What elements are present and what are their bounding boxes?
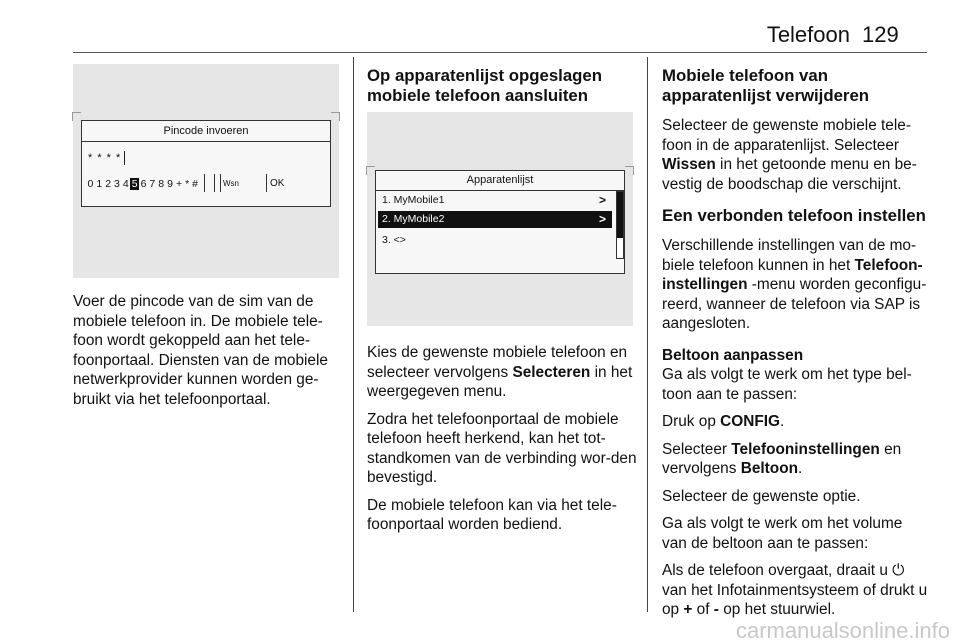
text-run: Kies de gewenste mobiele telefoon en selecteer vervolgens	[367, 344, 628, 381]
paragraph	[662, 440, 928, 479]
paragraph: Ga als volgt te werk om het type bel-toon aan te passen:	[662, 366, 912, 403]
section-heading-settings: Een verbonden telefoon instellen	[662, 206, 926, 225]
device-list-title: Apparatenlijst	[466, 174, 534, 186]
paragraph: Ga als volgt te werk om het volume van de beltoon aan te passen:	[662, 515, 903, 552]
button-label-config: CONFIG	[720, 413, 781, 430]
pin-screen-title: Pincode invoeren	[163, 125, 249, 137]
pin-key[interactable]: 2	[105, 178, 112, 190]
text-run: Selecteer de gewenste mobiele tele-foon in de apparatenlijst. Selecteer	[662, 117, 911, 154]
paragraph: Zodra het telefoonportaal de mobiele telefoon heeft herkend, kan het tot-standkomen van de verbinding wor-den bevestigd.	[367, 410, 637, 486]
menu-label-beltoon: Beltoon	[740, 460, 798, 477]
section-heading-connect: Op apparatenlijst opgeslagen mobiele telefoon aansluiten	[367, 66, 602, 105]
paragraph: De mobiele telefoon kan via het tele-foonportaal worden bediend.	[367, 496, 617, 533]
text-run: Druk op	[662, 413, 721, 430]
keypad-divider	[214, 174, 215, 192]
device-list-item-label: 3. <>	[382, 234, 406, 246]
device-list-item-label: 2. MyMobile2	[382, 213, 445, 225]
pin-key[interactable]: 5	[131, 178, 138, 190]
frame-corner	[625, 166, 634, 175]
pin-key[interactable]: #	[192, 178, 199, 190]
text-run: of	[692, 601, 714, 618]
paragraph	[662, 236, 928, 334]
device-list-screen	[375, 170, 625, 274]
device-list-screenshot	[367, 112, 633, 326]
text-run: en vervolgens	[662, 440, 902, 477]
pin-key[interactable]: 4	[122, 178, 129, 190]
device-list-separator	[376, 190, 624, 191]
pin-entered-digits	[88, 151, 125, 165]
column-2-text	[367, 343, 637, 543]
paragraph: Selecteer de gewenste optie.	[662, 487, 861, 505]
menu-label-wissen: Wissen	[662, 156, 716, 173]
pin-key[interactable]: 1	[96, 178, 103, 190]
column-divider-1	[353, 57, 354, 612]
device-list-scrollbar[interactable]	[616, 191, 624, 259]
device-list-item[interactable]	[378, 192, 612, 209]
text-run: van het Infotainmentsysteem of drukt u op	[662, 581, 928, 618]
pin-key[interactable]: *	[185, 178, 190, 190]
column-divider-2	[647, 57, 648, 612]
keypad-divider	[266, 174, 267, 192]
paragraph	[662, 561, 928, 620]
text-run: in het weergegeven menu.	[367, 363, 633, 400]
column-2-heading-block	[367, 66, 635, 116]
watermark: carmanualsonline.info	[735, 618, 950, 643]
keypad-divider	[204, 174, 205, 192]
pin-title-separator	[82, 141, 330, 142]
menu-label-selecteren: Selecteren	[512, 363, 591, 381]
menu-label-telefooninstellingen: Telefoon-instellingen	[662, 256, 923, 293]
pin-key[interactable]: +	[175, 178, 183, 190]
pin-ok-button[interactable]: OK	[270, 178, 285, 189]
column-3-text	[662, 66, 928, 628]
paragraph	[367, 343, 637, 402]
chevron-right-icon: >	[598, 193, 606, 207]
text-run: .	[780, 413, 785, 430]
text-run: op het stuurwiel.	[718, 601, 836, 618]
pin-key[interactable]: 9	[167, 178, 173, 190]
text-run: Selecteer	[662, 440, 732, 458]
frame-corner	[72, 112, 81, 121]
paragraph	[662, 116, 928, 194]
menu-label-telefooninstellingen: Telefooninstellingen	[731, 440, 880, 458]
pin-keypad	[86, 178, 200, 190]
frame-corner	[331, 112, 340, 121]
header-rule	[73, 52, 927, 53]
pin-key[interactable]: 8	[158, 178, 165, 190]
text-run: .	[798, 460, 803, 477]
pin-entry-screenshot	[73, 64, 339, 278]
pin-caption: Voer de pincode van de sim van de mobiele telefoon in. De mobiele tele-foon wordt gekoppeld aan het tele-foonportaal. Diensten van de mobiele netwerkprovider kunnen worden ge-bruikt via het telefoonportaal.	[73, 293, 328, 408]
frame-corner	[366, 166, 375, 175]
subheading-ringtone: Beltoon aanpassen	[662, 346, 804, 364]
plus-key-label: +	[683, 601, 693, 618]
keypad-divider	[220, 174, 221, 192]
pin-key[interactable]: 6	[140, 178, 147, 190]
text-run: in het getoonde menu en be-vestig de boodschap die verschijnt.	[662, 156, 917, 193]
device-list-item-label: 1. MyMobile1	[382, 194, 445, 206]
text-run: Als de telefoon overgaat, draait u	[662, 562, 893, 579]
minus-key-label: -	[713, 601, 719, 618]
text-cursor	[124, 151, 125, 165]
pin-masked-value: * * * *	[88, 151, 122, 164]
chevron-right-icon: >	[598, 212, 606, 226]
pin-entry-screen	[81, 120, 331, 207]
page-number: 129	[862, 22, 899, 47]
page-header-title: Telefoon	[766, 22, 850, 47]
text-run: Verschillende instellingen van de mo-biele telefoon kunnen in het	[662, 237, 917, 274]
device-list-item[interactable]	[378, 232, 612, 249]
pin-wsn-button[interactable]: Wsn	[223, 179, 239, 188]
pin-key[interactable]: 7	[149, 178, 156, 190]
paragraph	[662, 412, 928, 432]
pin-key[interactable]: 0	[87, 178, 94, 190]
scrollbar-thumb[interactable]	[617, 192, 623, 238]
text-run: -menu worden geconfigu-reerd, wanneer de telefoon via SAP is aangesloten.	[662, 276, 927, 332]
column-1-text	[73, 292, 345, 417]
section-heading-remove: Mobiele telefoon van apparatenlijst verwijderen	[662, 66, 870, 105]
device-list-item-selected[interactable]	[378, 211, 612, 228]
pin-key[interactable]: 3	[114, 178, 120, 190]
power-icon: ⏻	[892, 562, 905, 579]
